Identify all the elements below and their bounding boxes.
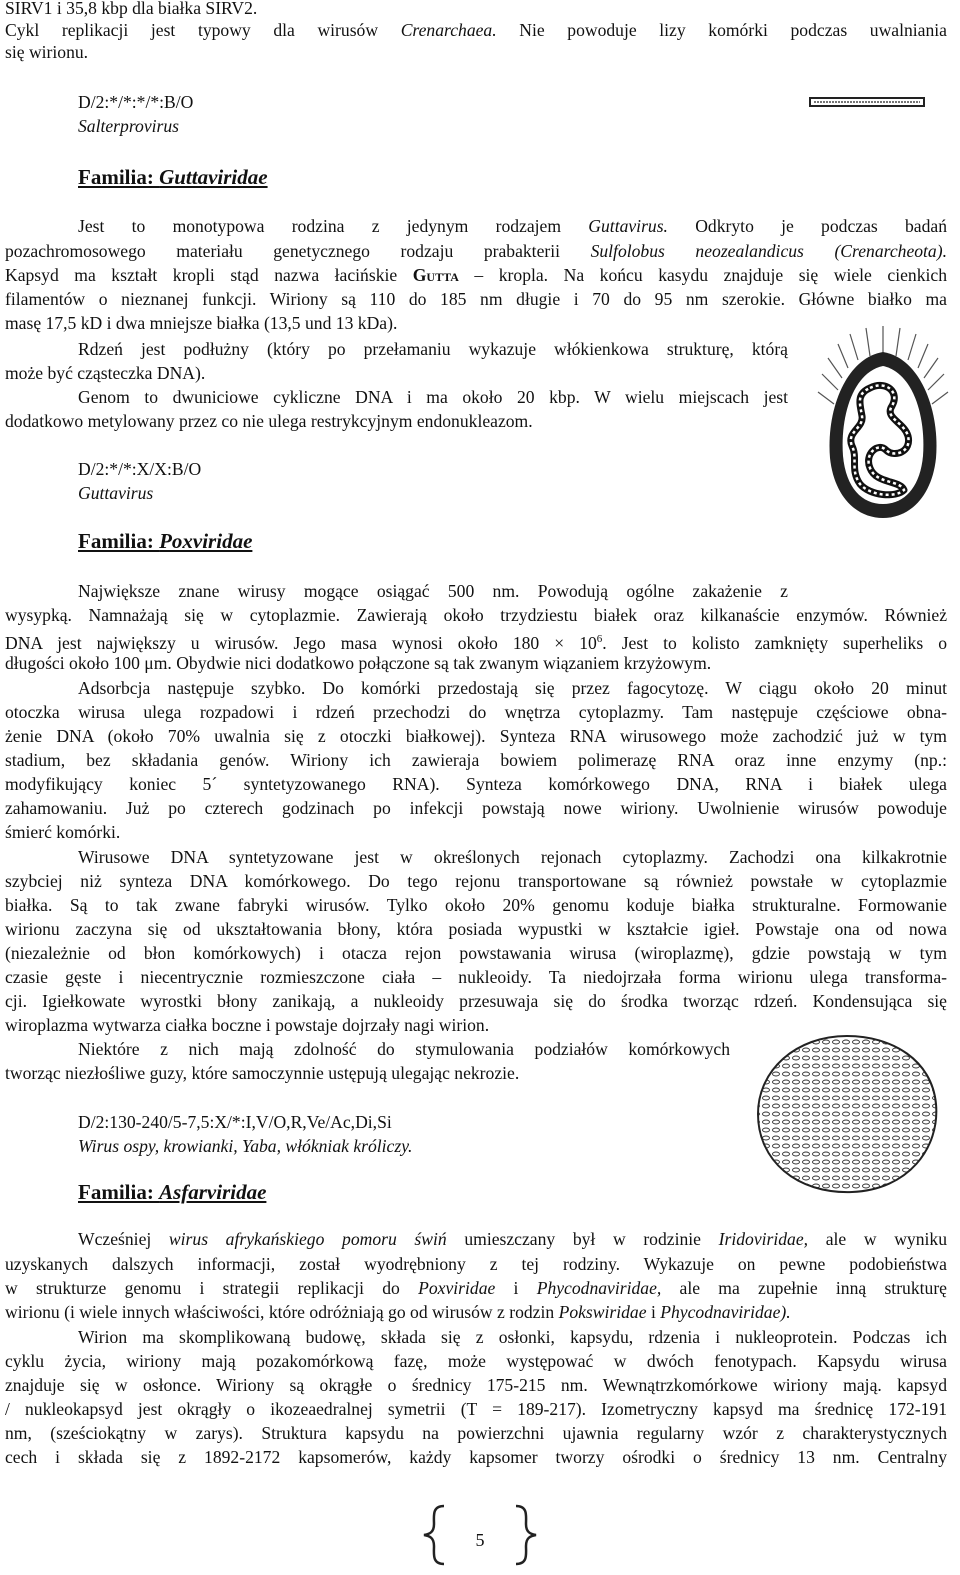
text-line: DNA jest największy u wirusów. Jego masa wynosi około $180 \times 10^6$. Jest to kolisto zamknięty superheliks o: [5, 632, 947, 653]
text-line: Niektóre z nich mają zdolność do stymulowania podziałów komórkowych: [78, 1039, 730, 1059]
text-line: tworząc niezłośliwe guzy, które samoczynnie ustępują ulegając nekrozie.: [5, 1063, 520, 1083]
text-line: Wirusowe DNA syntetyzowane jest w określonych rejonach cytoplazmy. Zachodzi ona kilkakrotnie: [78, 847, 947, 867]
text-line: cji. Igiełkowate wyrostki błony zanikają, a nukleoidy przesuwaja się do środka tworząc rdzeń. Kondensująca się: [5, 991, 947, 1011]
taxon-code: D/2:*/*:*/*:B/O: [78, 92, 194, 112]
text-line: nm, (sześciokątny w zarys). Struktura kapsydu na powierzchni ujawnia regularny wzór z charakterystycznych: [5, 1423, 947, 1443]
text-line: wirionu zaczyna się od ukształtowania błony, która posiada wypustki w kształcie igieł. Powstaje ona od nowa: [5, 919, 947, 939]
host-list: Wirus ospy, krowianki, Yaba, włókniak króliczy.: [78, 1136, 413, 1156]
text-line: pozachromosowego materiału genetycznego rodzaju prabakterii Sulfolobus neozealandicus (Crenarcheota).: [5, 241, 947, 261]
text-line: białka. Są to tak zwane fabryki wirusów. Tylko około 20% genomu koduje białka strukturalne. Formowanie: [5, 895, 947, 915]
text-line: stadium, bez składania genów. Wiriony ich zawieraja bowiem polimerazę RNA oraz inne enzymy (np.:: [5, 750, 947, 770]
text-line: Cykl replikacji jest typowy dla wirusów Crenarchaea. Nie powoduje lizy komórki podczas uwalniania: [5, 20, 947, 40]
text-line: szybciej niż synteza DNA komórkowego. Do tego rejonu transportowane są również powstałe w cytoplazmie: [5, 871, 947, 891]
text-line: Rdzeń jest podłużny (który po przełamaniu wykazuje włókienkowa strukturę, którą: [78, 339, 788, 359]
text-line: Genom to dwuniciowe cykliczne DNA i ma około 20 kbp. W wielu miejscach jest: [78, 387, 788, 407]
text-line: znajduje się w osłonce. Wiriony są okrągłe o średnicy 175-215 nm. Wewnątrzkomórkowe wiriony mają. kapsyd: [5, 1375, 947, 1395]
text-line: żenie DNA (około 70% uwalnia się z otoczki białkowej). Synteza RNA wirusowego może zachodzić już w tym: [5, 726, 947, 746]
text-line: Największe znane wirusy mogące osiągać 500 nm. Powodują ogólne zakażenie z: [78, 581, 788, 601]
taxon-code: D/2:*/*:X/X:B/O: [78, 459, 202, 479]
text-line: wysypką. Namnażają się w cytoplazmie. Zawierają około trzydziestu białek oraz kilkanaście enzymów. Również: [5, 605, 947, 625]
text-line: Jest to monotypowa rodzina z jedynym rodzajem Guttavirus. Odkryto je podczas badań: [78, 216, 947, 236]
text-line: może być cząsteczka DNA).: [5, 363, 206, 383]
text-line: / nukleokapsyd jest okrągły o ikozeaedralnej symetrii (T = 189-217). Izometryczny kapsyd ma średnicę 172-191: [5, 1399, 947, 1419]
text-line: cyklu życia, wiriony mają pozakomórkową fazę, może występować w dwóch fenotypach. Kapsydu wirusa: [5, 1351, 947, 1371]
text-line: filamentów o nieznanej funkcji. Wiriony są 110 do 185 nm długie i 70 do 95 nm szerokie. Główne białko ma: [5, 289, 947, 309]
text-line: czasie gęste i niecentrycznie rozmieszczone ciała – nukleoidy. Ta niedojrzała forma wirionu ulega transforma-: [5, 967, 947, 987]
text-line: masę 17,5 kD i dwa mniejsze białka (13,5 und 13 kDa).: [5, 313, 398, 333]
section-heading: Familia: Asfarviridae: [78, 1180, 267, 1204]
text-line: cech i składa się z 1892-2172 kapsomerów, każdy kapsomer tworzy ośrodki o średnicy 13 nm. Centralny: [5, 1447, 947, 1467]
text-line: uzyskanych dalszych informacji, został wyodrębniony z tej rodziny. Wykazuje on pewne podobieństwa: [5, 1254, 947, 1274]
text-line: zahamowaniu. Już po czterech godzinach po infekcji powstają nowe wiriony. Uwolnienie wirusów powoduje: [5, 798, 947, 818]
text-line: Adsorbcja następuje szybko. Do komórki przedostają się przez fagocytozę. W ciągu około 20 minut: [78, 678, 947, 698]
text-line: wirionu (i wiele innych właściwości, które odróżniają go od wirusów z rodzin Pokswiridae i Phycodnaviridae).: [5, 1302, 791, 1322]
text-line: wiroplazma wytwarza ciałka boczne i powstaje dojrzały nagi wirion.: [5, 1015, 490, 1035]
taxon-code: D/2:130-240/5-7,5:X/*:I,V/O,R,Ve/Ac,Di,Si: [78, 1112, 392, 1132]
text-line: Kapsyd ma kształt kropli stąd nazwa łacińskie Gutta – kropla. Na końcu kasydu znajduje się wiele cienkich: [5, 265, 947, 285]
text-line: śmierć komórki.: [5, 822, 121, 842]
text-line: dodatkowo metylowany przez co nie ulega restrykcyjnym endonukleazom.: [5, 411, 533, 431]
text-line: SIRV1 i 35,8 kbp dla białka SIRV2.: [5, 0, 258, 18]
poxvirus-image: [752, 1030, 942, 1198]
text-line: się wirionu.: [5, 42, 89, 62]
text-line: długości około 100 μm. Obydwie nici dodatkowo połączone są tak zwanym wiązaniem krzyżowym.: [5, 653, 712, 673]
text-line: (niezależnie od błon komórkowych) i otacza rejon powstawania wirusa (wiroplazmę), gdzie powstają w tym: [5, 943, 947, 963]
genus-name: Guttavirus: [78, 483, 154, 503]
text-line: otoczka wirusa ulega rozpadowi i rdzeń przechodzi do wnętrza cytoplazmy. Tam następuje częściowe obna-: [5, 702, 947, 722]
section-heading: Familia: Guttaviridae: [78, 165, 268, 189]
salterprovirus-image: [808, 96, 928, 110]
text-line: Wirion ma skomplikowaną budowę, składa się z osłonki, kapsydu, rdzenia i nukleoprotein. Podczas ich: [78, 1327, 947, 1347]
section-heading: Familia: Poxviridae: [78, 529, 253, 553]
page-number: 5: [475, 1530, 485, 1550]
genus-name: Salterprovirus: [78, 116, 180, 136]
text-line: Wcześniej wirus afrykańskiego pomoru świń umieszczany był w rodzinie Iridoviridae, ale w wyniku: [78, 1229, 947, 1249]
text-line: w strukturze genomu i strategii replikacji do Poxviridae i Phycodnaviridae, ale ma zupełnie inną strukturę: [5, 1278, 947, 1298]
guttavirus-image: [808, 318, 958, 528]
text-line: modyfikujący koniec 5´ syntetyzowanego RNA). Synteza komórkowego DNA, RNA i białek ulega: [5, 774, 947, 794]
